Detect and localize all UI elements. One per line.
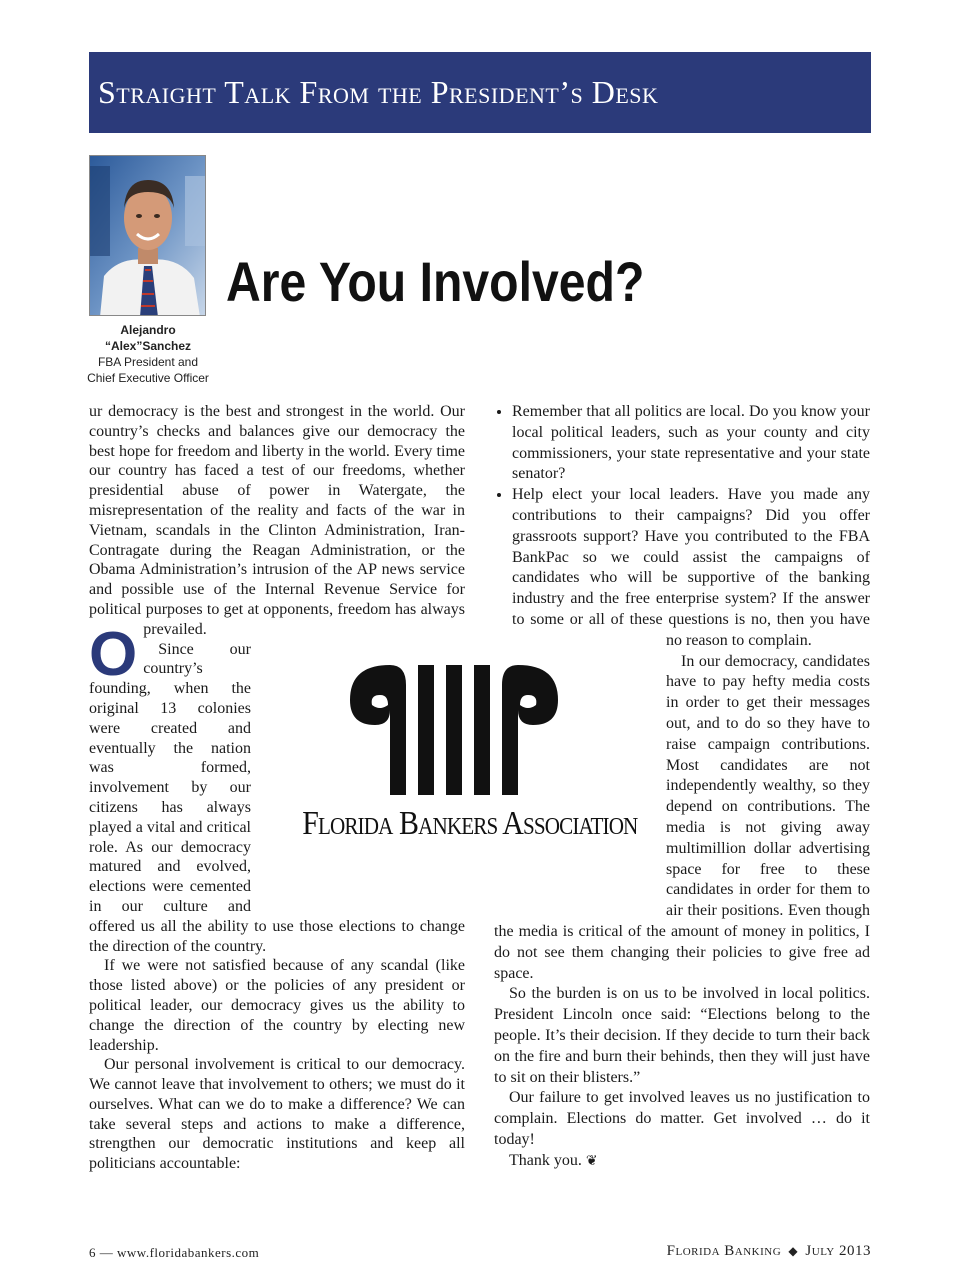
banner-title: Straight Talk From the President’s Desk [98,74,659,110]
footer-publication [667,1243,871,1260]
author-photo [89,155,206,316]
paragraph-6: So the burden is on us to be involved in local politics. President Lincoln once said: “Elections belong to the people. It’s their decision. If they decide to turn their back on the fire and burn their behinds, then they will just have to sit on their blisters.” [494,985,870,1086]
author-name-line1: Alejandro [120,323,176,337]
footer-date: July 2013 [805,1243,871,1259]
list-item: • Help elect your local leaders. Have you made any contributions to their campaigns? Did you offer grassroots support? Have you contributed to the FBA BankPac so we could assist the campaigns of candidates who will be supportive of the banking industry and the free enterprise system? If the answer to some or all of these questions is no, then you have no reason to complain. [512,485,870,651]
list-item: • Remember that all politics are local. Do you know your local political leaders, such as your county and city commissioners, your state representative and your state senator? [512,402,870,485]
paragraph-7: Our failure to get involved leaves us no justification to complain. Elections do matter. Get involved … do it today! [494,1089,870,1148]
footer-publication-name: Florida Banking [666,1243,782,1259]
footer-page-url: 6 — www.floridabankers.com [89,1245,260,1260]
paragraph-8: Thank you. ❦ [509,1151,598,1169]
article-headline: Are You Involved? [226,250,645,313]
paragraph-1: O ur democracy is the best and strongest in the world. Our country’s checks and balances give our democracy the best hope for freedom and liberty in the world. Every time our country has faced a test of our freedoms, whether presidential abuse of power in Watergate, the misrepresentation of the reality and facts of the war in Vietnam, scandals in the Clinton Administration, Iran-Contragate during the Reagan Administration, or the Obama Administration’s intrusion of the AP news service and possible use of the Internal Revenue Service for political purposes to get at opponents, freedom has always prevailed. [89,403,465,689]
action-list [494,402,870,652]
diamond-icon: ◆ [788,1244,799,1258]
author-role-line1: FBA President and [97,355,199,369]
column-emblem-icon [280,655,650,805]
paragraph-2: Since our country’s founding, when the original 13 colonies were created and eventually the nation was formed, involvement by our citizens has always played a vital and critical role. As our democracy matured and evolved, elections were cemented in our culture and offered us all the ability to use those elections to change the direction of the country. [89,640,465,955]
drop-cap: O [89,620,138,689]
paragraph-4: Our personal involvement is critical to our democracy. We cannot leave that involvement to others; we must do it ourselves. What can we do to make a difference? We can take several steps and actions to make a difference, strengthen our democratic institutions and keep all politicians accountable: [89,1056,465,1173]
author-name-line2: “Alex”Sanchez [104,339,192,353]
author-caption [84,322,212,386]
end-mark-icon: ❦ [585,1153,598,1169]
fba-logo [280,655,650,855]
paragraph-5: In our democracy, candidates have to pay hefty media costs in order to get their messages out, and to do so they have to raise campaign contributions. Most candidates are not independently wealthy, so they depend on contributions. The media is not giving away multimillion dollar advertising space for free to these candidates in order for them to air their positions. Even though the media is critical of the amount of money in politics, I do not see them changing their policies to give free ad space. [494,652,870,982]
logo-text: Florida Bankers Association [302,805,638,842]
paragraph-3: If we were not satisfied because of any scandal (like those listed above) or the policies of any president or political leader, our democracy gives us the ability to change the direction of the country by electing new leadership. [89,957,465,1054]
author-role-line2: Chief Executive Officer [87,371,209,385]
section-banner [89,52,871,133]
